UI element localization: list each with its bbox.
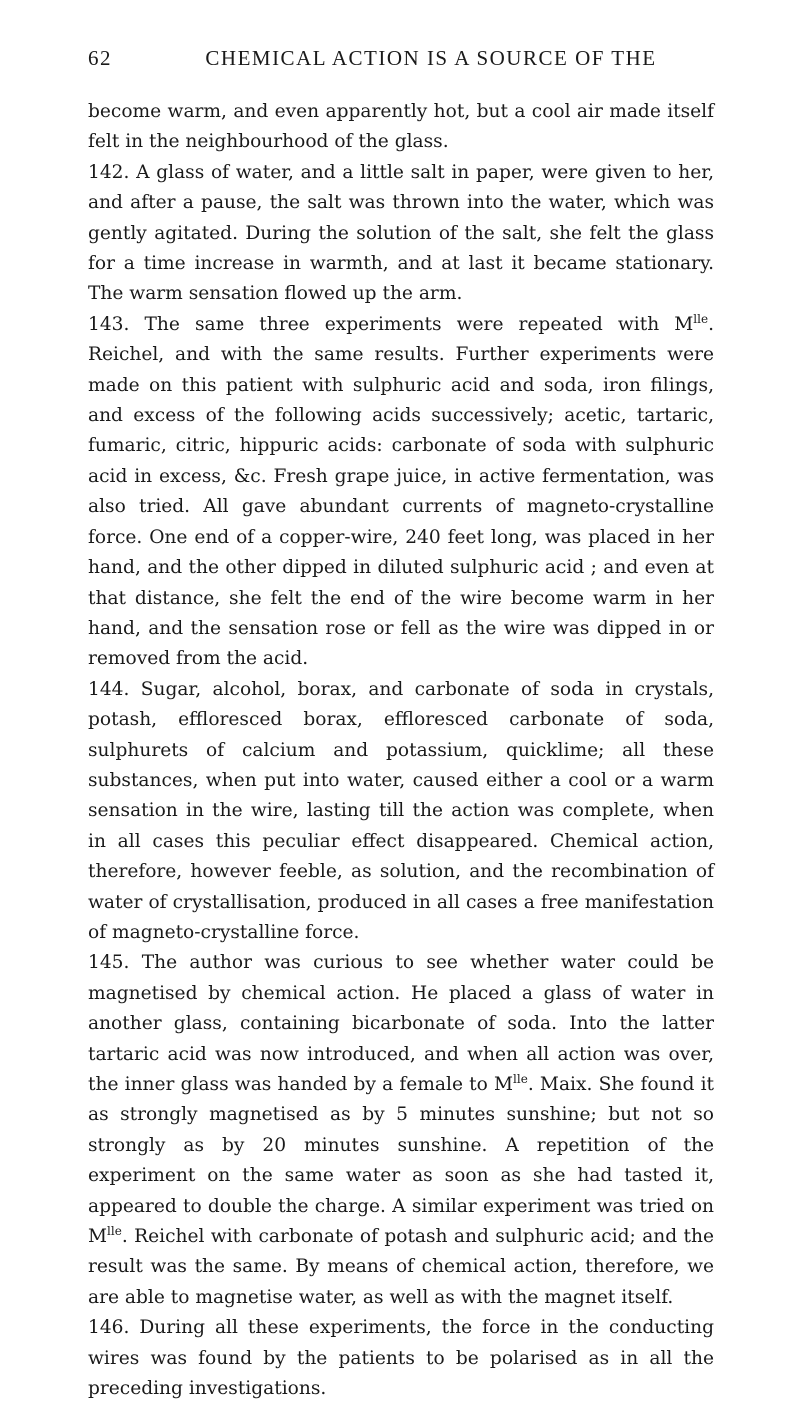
paragraph-144	[88, 675, 714, 949]
page-header	[88, 46, 712, 80]
superscript: lle	[107, 1224, 122, 1239]
running-head: CHEMICAL ACTION IS A SOURCE OF THE	[205, 46, 657, 70]
paragraph-143	[88, 310, 714, 675]
paragraph-text: . Maix. She found it as strongly magnetised as by 5 minutes sunshine; but not so strongly as by 20 minutes sunshine. A repetition of the experiment on the same water as soon as she had tasted it, appeared to double the charge. A similar experiment was tried on M	[88, 1074, 714, 1248]
paragraph-142	[88, 158, 714, 310]
paragraph-text: . Reichel with carbonate of potash and sulphuric acid; and the result was the same. By means of chemical action, therefore, we are able to magnetise water, as well as with the magnet itself.	[88, 1226, 714, 1308]
body-text	[88, 97, 714, 1404]
paragraph-text: 143. The same three experiments were repeated with M	[88, 313, 694, 335]
paragraph-text: 142. A glass of water, and a little salt in paper, were given to her, and after a pause, the salt was thrown into the water, which was gently agitated. During the solution of the salt, she felt the glass for a time increase in warmth, and at last it became stationary. The warm sensation flowed up the arm.	[88, 161, 714, 305]
paragraph-continuation	[88, 97, 714, 158]
superscript: lle	[513, 1072, 528, 1086]
paragraph-text: 144. Sugar, alcohol, borax, and carbonate of soda in crystals, potash, effloresced borax, effloresced carbonate of soda, sulphurets of calcium and potassium, quicklime; all these substances, when put into water, caused either a cool or a warm sensation in the wire, lasting till the action was complete, when in all cases this peculiar effect disappeared. Chemical action, therefore, however feeble, as solution, and the recombination of water of crystallisation, produced in all cases a free manifestation of magneto-crystalline force.	[88, 678, 714, 943]
page-number: 62	[88, 46, 112, 70]
paragraph-text: become warm, and even apparently hot, but a cool air made itself felt in the neighbourhood of the glass.	[88, 101, 714, 153]
paragraph-145	[88, 948, 714, 1313]
paragraph-text: . Reichel, and with the same results. Further experiments were made on this patient with sulphuric acid and soda, iron filings, and excess of the following acids successively; acetic, tartaric, fumaric, citric, hippuric acids: carbonate of soda with sulphuric acid in excess, &c. Fresh grape juice, in active fermentation, was also tried. All gave abundant currents of magneto-crystalline force. One end of a copper-wire, 240 feet long, was placed in her hand, and the other dipped in diluted sulphuric acid ; and even at that distance, she felt the end of the wire become warm in her hand, and the sensation rose or fell as the wire was dipped in or removed from the acid.	[88, 313, 714, 670]
paragraph-146	[88, 1313, 714, 1404]
paragraph-text: 146. During all these experiments, the force in the conducting wires was found by the patients to be polarised as in all the preceding investigations.	[88, 1317, 714, 1400]
superscript: lle	[693, 311, 709, 326]
paragraph-text: 145. The author was curious to see whether water could be magnetised by chemical action. He placed a glass of water in another glass, containing bicarbonate of soda. Into the latter tartaric acid was now introduced, and when all action was over, the inner glass was handed by a female to M	[88, 952, 714, 1095]
